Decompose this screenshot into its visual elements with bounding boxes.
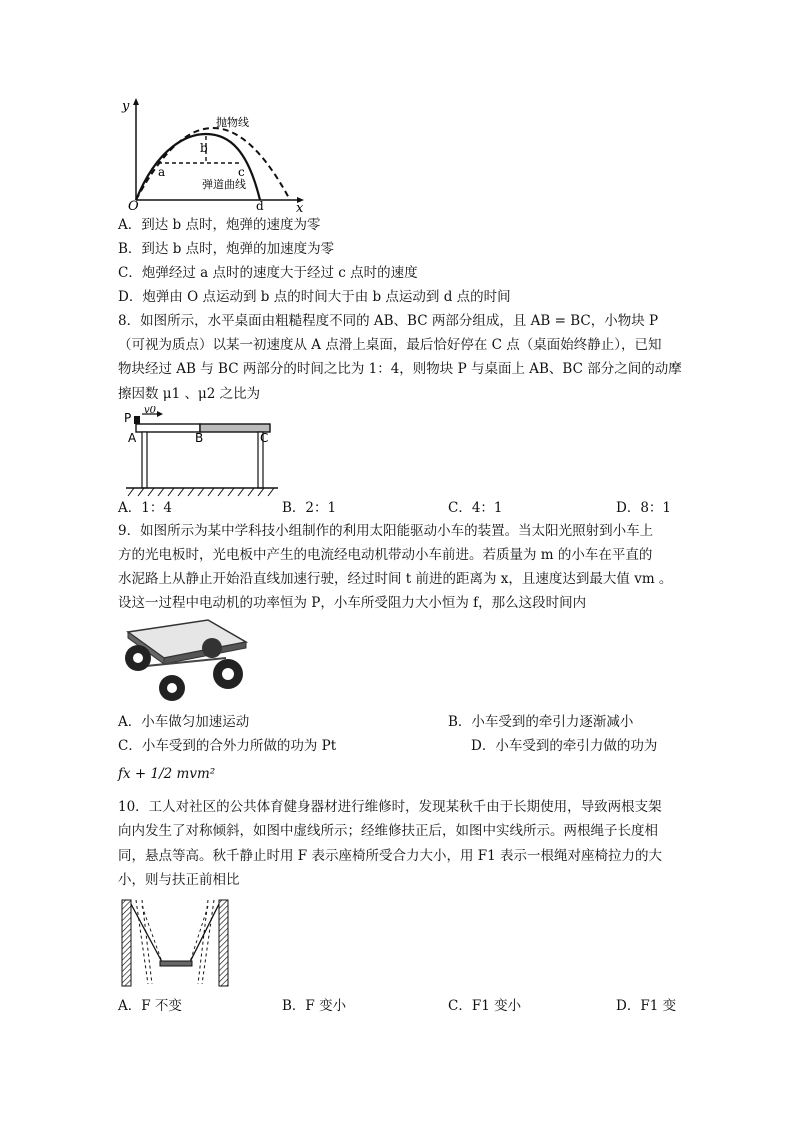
q10-text-line1: 10．工人对社区的公共体育健身器材进行维修时，发现某秋千由于长期使用，导致两根支架 xyxy=(118,799,662,815)
q9-option-c: C．小车受到的合外力所做的功为 Pt xyxy=(118,738,337,754)
q9-formula: fx + 1/2 mvm² xyxy=(118,766,216,782)
q7-option-c: C．炮弹经过 a 点时的速度大于经过 c 点时的速度 xyxy=(118,265,418,281)
swing-figure xyxy=(118,896,234,990)
point-c-label: c xyxy=(238,165,245,179)
solar-car-figure xyxy=(116,612,256,708)
q8-option-b: B．2：1 xyxy=(282,500,337,516)
q9-text-line1: 9．如图所示为某中学科技小组制作的利用太阳能驱动小车的装置。当太阳光照射到小车上 xyxy=(118,523,654,539)
q10-option-d: D．F1 变 xyxy=(616,998,677,1014)
q7-option-d: D．炮弹由 O 点运动到 b 点的时间大于由 b 点运动到 d 点的时间 xyxy=(118,289,511,305)
q7-option-b: B．到达 b 点时，炮弹的加速度为零 xyxy=(118,241,335,257)
point-d-label: d xyxy=(256,199,264,212)
q10-text-line3: 同，悬点等高。秋千静止时用 F 表示座椅所受合力大小，用 F1 表示一根绳对座椅拉力的大 xyxy=(118,848,662,864)
q8-text-line3: 物块经过 AB 与 BC 两部分的时间之比为 1：4，则物块 P 与桌面上 AB、BC 部分之间的动摩 xyxy=(118,361,682,377)
q7-option-a: A．到达 b 点时，炮弹的速度为零 xyxy=(118,217,321,233)
point-b-label: b xyxy=(200,141,208,155)
q9-option-a: A．小车做匀加速运动 xyxy=(118,714,250,730)
q10-text-line2: 向内发生了对称倾斜，如图中虚线所示；经维修扶正后，如图中实线所示。两根绳子长度相 xyxy=(118,823,658,839)
point-a-label: a xyxy=(158,165,166,179)
wheel-rear-right xyxy=(202,638,222,658)
table-figure xyxy=(116,406,286,498)
q8-text-line1: 8．如图所示，水平桌面由粗糙程度不同的 AB、BC 两部分组成，且 AB = BC，小物块 P xyxy=(118,313,659,329)
label-v0: v0 xyxy=(144,406,157,416)
q9-option-b: B．小车受到的牵引力逐渐减小 xyxy=(448,714,634,730)
q8-text-line2: （可视为质点）以某一初速度从 A 点滑上桌面，最后恰好停在 C 点（桌面始终静止），已知 xyxy=(118,337,662,353)
q10-option-c: C．F1 变小 xyxy=(448,998,522,1014)
origin-label: O xyxy=(128,199,139,212)
label-c: C xyxy=(260,431,269,445)
swing-seat xyxy=(160,961,192,966)
trajectory-figure xyxy=(118,96,308,212)
q8-option-a: A．1：4 xyxy=(118,500,172,516)
left-support xyxy=(122,900,131,986)
x-axis-label: x xyxy=(296,201,304,212)
ballistic-label: 弹道曲线 xyxy=(202,178,246,191)
label-b: B xyxy=(195,431,204,445)
q8-option-d: D．8：1 xyxy=(616,500,672,516)
right-support xyxy=(219,900,228,986)
label-a: A xyxy=(128,431,137,445)
q9-text-line3: 水泥路上从静止开始沿直线加速行驶，经过时间 t 前进的距离为 x，且速度达到最大值 vm 。 xyxy=(118,571,673,587)
q10-option-b: B．F 变小 xyxy=(282,998,347,1014)
block-p xyxy=(134,416,140,424)
q10-text-line4: 小，则与扶正前相比 xyxy=(118,872,240,888)
y-axis-label: y xyxy=(122,99,130,114)
q8-option-c: C．4：1 xyxy=(448,500,503,516)
right-rope xyxy=(190,904,219,962)
parabola-label: 抛物线 xyxy=(216,116,249,129)
left-rope xyxy=(131,904,162,962)
q10-option-a: A．F 不变 xyxy=(118,998,182,1014)
q9-text-line4: 设这一过程中电动机的功率恒为 P，小车所受阻力大小恒为 f，那么这段时间内 xyxy=(118,595,587,611)
table-top-ab xyxy=(136,424,200,432)
q8-text-line4: 擦因数 μ1 、μ2 之比为 xyxy=(118,386,261,402)
q9-text-line2: 方的光电板时，光电板中产生的电流经电动机带动小车前进。若质量为 m 的小车在平直的 xyxy=(118,547,653,563)
q9-option-d: D．小车受到的牵引力做的功为 xyxy=(471,738,658,754)
label-p: P xyxy=(124,411,132,425)
